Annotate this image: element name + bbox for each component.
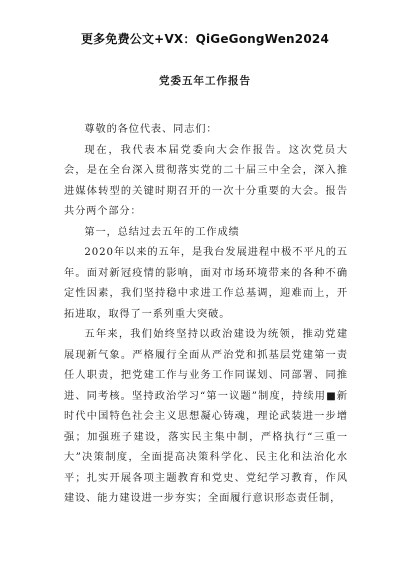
greeting-line: 尊敬的各位代表、同志们： — [84, 124, 218, 135]
watermark-header: 更多免费公文+VX：QiGeGongWen2024 — [80, 32, 329, 46]
paragraph-intro: 现在，我代表本届党委向大会作报告。这次党员大会，是在全台深入贯彻落实党的二十届三中全会，深入推进媒体转型的关键时期召开的一次十分重要的大会。报告共分两个部分： — [64, 144, 348, 217]
paragraph-party-building: 五年来，我们始终坚持以政治建设为统领，推动党建展现新气象。严格履行全面从严治党和抓基层党建第一责任人职责，把党建工作与业务工作同谋划、同部署、同推进、同考核。坚持政治学习“第一议题”制度，持续用■新时代中国特色社会主义思想凝心铸魂，理论武装进一步增强；加强班子建设，落实民主集中制，严格执行“三重一大”决策制度，全面提高决策科学化、民主化和法治化水平；扎实开展各项主题教育和党史、党纪学习教育，作风建设、能力建设进一步夯实；全面履行意识形态责任制， — [64, 329, 348, 504]
document-title: 党委五年工作报告 — [159, 75, 251, 87]
document-body — [64, 120, 348, 510]
paragraph-overview: 2020年以来的五年，是我台发展进程中极不平凡的五年。面对新冠疫情的影响，面对市场环境带来的各种不确定性因素，我们坚持稳中求进工作总基调，迎难而上，开拓进取，取得了一系列重大突破。 — [64, 247, 348, 320]
section-heading: 第一，总结过去五年的工作成绩 — [84, 226, 240, 238]
